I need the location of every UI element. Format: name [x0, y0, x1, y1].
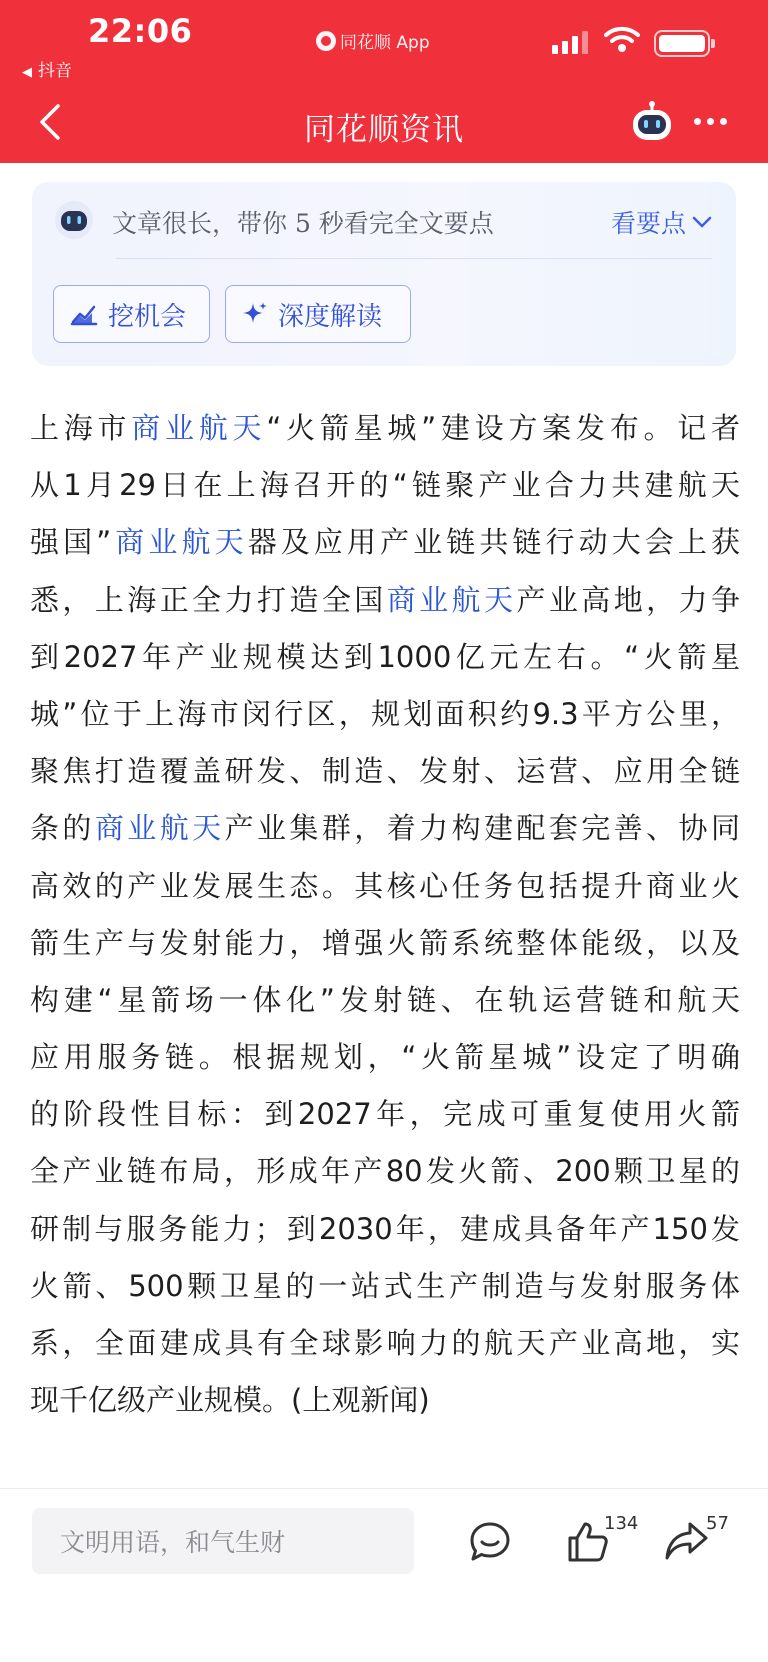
article-text: 产业集群，着力构建配套完善、协同	[224, 811, 740, 846]
ai-assistant-avatar-icon	[54, 200, 94, 240]
wifi-icon	[604, 24, 640, 54]
article-line	[30, 800, 740, 857]
share-icon[interactable]	[664, 1520, 708, 1564]
signal-icon	[552, 30, 588, 54]
keyword-link[interactable]: 商业航天	[131, 411, 267, 445]
ai-card-divider	[116, 258, 712, 259]
view-key-points-button[interactable]	[611, 204, 712, 240]
article-line	[30, 514, 740, 571]
article-text: “火箭星城”建设方案发布。记者	[266, 411, 740, 445]
app-indicator-label: 同花顺 App	[340, 33, 430, 53]
article-text: 应用服务链。根据规划，“火箭星城”设定了明确	[30, 1040, 740, 1075]
article-body	[30, 400, 740, 1429]
deep-analysis-label: 深度解读	[278, 301, 383, 332]
article-text: 现千亿级产业规模。(上观新闻)	[30, 1383, 430, 1418]
sparkle-icon	[242, 301, 268, 327]
back-to-app-link[interactable]	[22, 56, 72, 81]
article-text: 高效的产业发展生态。其核心任务包括提升商业火	[30, 868, 740, 903]
more-options-icon[interactable]	[694, 118, 727, 125]
article-text: 聚焦打造覆盖研发、制造、发射、运营、应用全链	[30, 754, 740, 789]
keyword-link[interactable]: 商业航天	[386, 582, 517, 617]
share-count: 57	[706, 1513, 729, 1534]
back-triangle-icon: ◀	[22, 65, 32, 80]
ai-summary-card	[32, 182, 736, 366]
view-key-points-label: 看要点	[610, 209, 686, 238]
app-header	[0, 0, 768, 163]
keyword-link[interactable]: 商业航天	[111, 525, 248, 560]
article-line	[30, 1315, 740, 1372]
article-text: 的阶段性目标：到2027年，完成可重复使用火箭	[30, 1097, 740, 1132]
article-text: 上海市	[30, 411, 132, 445]
article-line	[30, 858, 740, 915]
deep-analysis-button[interactable]	[225, 285, 411, 343]
article-text: 条的	[30, 811, 95, 846]
battery-icon	[654, 30, 710, 57]
article-line	[30, 743, 740, 800]
article-line	[30, 915, 740, 972]
article-text: 产业高地，力争	[516, 582, 740, 617]
app-logo-icon	[316, 31, 336, 51]
article-text: 箭生产与发射能力，增强火箭系统整体能级，以及	[30, 925, 740, 960]
ai-summary-tip: 文章很长，带你 5 秒看完全文要点	[112, 209, 494, 238]
ai-robot-icon[interactable]	[630, 100, 674, 142]
find-opportunity-label: 挖机会	[108, 301, 187, 332]
article-text: 城”位于上海市闵行区，规划面积约9.3平方公里，	[30, 696, 740, 731]
article-line	[30, 1372, 740, 1429]
article-text: 从1月29日在上海召开的“链聚产业合力共建航天	[30, 468, 740, 503]
article-text: 器及应用产业链共链行动大会上获	[247, 525, 740, 560]
article-text: 悉，上海正全力打造全国	[30, 582, 387, 617]
article-line	[30, 629, 740, 686]
article-text: 研制与服务能力；到2030年，建成具备年产150发	[30, 1211, 740, 1246]
chart-shovel-icon	[70, 302, 98, 326]
like-count: 134	[604, 1513, 639, 1534]
chevron-down-icon	[692, 215, 712, 229]
article-text: 到2027年产业规模达到1000亿元左右。“火箭星	[30, 639, 740, 674]
article-text: 强国”	[30, 525, 112, 560]
back-app-label: 抖音	[38, 61, 72, 81]
bottom-bar-divider	[0, 1488, 768, 1489]
article-line	[30, 1086, 740, 1143]
article-line	[30, 1201, 740, 1258]
comment-icon[interactable]	[468, 1520, 512, 1564]
page-title: 同花顺资讯	[304, 112, 464, 148]
find-opportunity-button[interactable]	[53, 285, 210, 343]
article-text: 火箭、500颗卫星的一站式生产制造与发射服务体	[30, 1268, 740, 1303]
article-text: 全产业链布局，形成年产80发火箭、200颗卫星的	[30, 1154, 740, 1189]
app-indicator	[316, 28, 430, 53]
status-time: 22:06	[88, 12, 193, 50]
article-line	[30, 686, 740, 743]
keyword-link[interactable]: 商业航天	[94, 811, 225, 846]
article-line	[30, 1143, 740, 1200]
article-line	[30, 572, 740, 629]
article-line	[30, 972, 740, 1029]
article-text: 系，全面建成具有全球影响力的航天产业高地，实	[30, 1326, 740, 1360]
comment-input[interactable]: 文明用语，和气生财	[32, 1508, 414, 1574]
article-line	[30, 1258, 740, 1315]
article-line	[30, 457, 740, 514]
article-line	[30, 400, 740, 457]
article-text: 构建“星箭场一体化”发射链、在轨运营链和航天	[30, 982, 740, 1017]
article-line	[30, 1029, 740, 1086]
